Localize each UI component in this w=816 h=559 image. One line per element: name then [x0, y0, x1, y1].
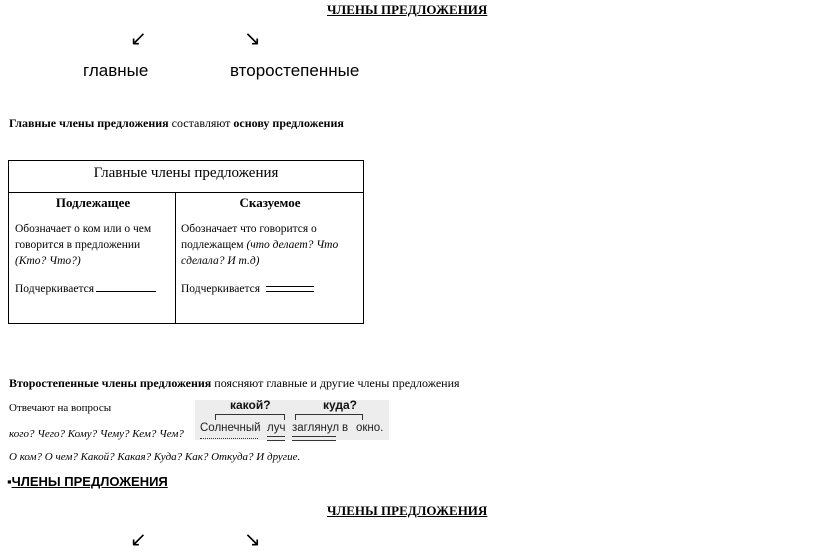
table-title: Главные члены предложения — [9, 161, 363, 193]
questions-line-2: О ком? О чем? Какой? Какая? Куда? Как? Откуда? И другие. — [9, 451, 301, 463]
subject-column — [15, 193, 171, 297]
arrow-down-left-icon: ↙ — [130, 26, 147, 50]
predicate-column — [181, 193, 359, 297]
subject-desc-questions: (Кто? Что?) — [15, 255, 81, 267]
double-underline-sample — [266, 286, 314, 292]
table-divider — [175, 193, 176, 323]
example-word-3: заглянул — [292, 422, 340, 434]
bracket-where — [295, 414, 363, 420]
arrow-down-left-icon: ↙ — [130, 527, 147, 551]
answers-label: Отвечают на вопросы — [9, 402, 112, 414]
subject-description — [15, 221, 171, 269]
predicate-desc-questions: (что делает? Что сделала? И т.д) — [181, 239, 339, 267]
subject-underline-label: Подчеркивается — [15, 283, 95, 295]
repeated-title: ЧЛЕНЫ ПРЕДЛОЖЕНИЯ — [327, 503, 488, 518]
arrow-down-right-icon: ↘ — [244, 527, 261, 551]
main-members-sentence — [9, 116, 344, 131]
predicate-desc-text: Обозначает что говорится о подлежащем — [181, 223, 317, 251]
secondary-members-sentence — [9, 376, 460, 391]
branch-main: главные — [83, 61, 149, 80]
subject-underline-row — [15, 281, 171, 297]
secondary-members-desc: поясняют главные и другие члены предложения — [214, 376, 460, 390]
question-where: куда? — [323, 398, 358, 412]
example-word-4: в — [342, 422, 349, 434]
bullet-heading-text: ЧЛЕНЫ ПРЕДЛОЖЕНИЯ — [11, 474, 168, 489]
example-word-5: окно. — [356, 422, 384, 434]
page-title: ЧЛЕНЫ ПРЕДЛОЖЕНИЯ — [327, 2, 488, 17]
single-underline-sample — [96, 281, 156, 292]
predicate-underline-row — [181, 281, 359, 297]
main-members-table — [8, 160, 364, 324]
example-word-2: луч — [267, 422, 286, 434]
subject-header: Подлежащее — [55, 195, 131, 210]
predicate-description — [181, 221, 359, 269]
example-word-1: Солнечный — [200, 422, 261, 434]
predicate-header: Сказуемое — [239, 195, 301, 210]
subject-mark — [267, 436, 285, 441]
question-which: какой? — [230, 398, 271, 412]
predicate-underline-label: Подчеркивается — [181, 283, 261, 295]
secondary-members-term: Второстепенные члены предложения — [9, 376, 212, 390]
arrow-down-right-icon: ↘ — [244, 26, 261, 50]
branch-secondary: второстепенные — [230, 61, 360, 80]
main-members-term: Главные члены предложения — [9, 116, 169, 130]
bullet-heading — [7, 474, 168, 489]
attribute-mark — [200, 435, 258, 439]
bracket-which — [215, 414, 285, 420]
bullet-icon: ▪ — [7, 474, 12, 489]
sentence-basis-term: основу предложения — [233, 116, 344, 130]
main-members-verb: составляют — [171, 116, 231, 130]
example-sentence-image — [195, 400, 389, 440]
subject-desc-text: Обозначает о ком или о чем говорится в предложении — [15, 223, 152, 251]
questions-line-1: кого? Чего? Кому? Чему? Кем? Чем? — [9, 428, 184, 440]
predicate-mark — [292, 436, 336, 441]
